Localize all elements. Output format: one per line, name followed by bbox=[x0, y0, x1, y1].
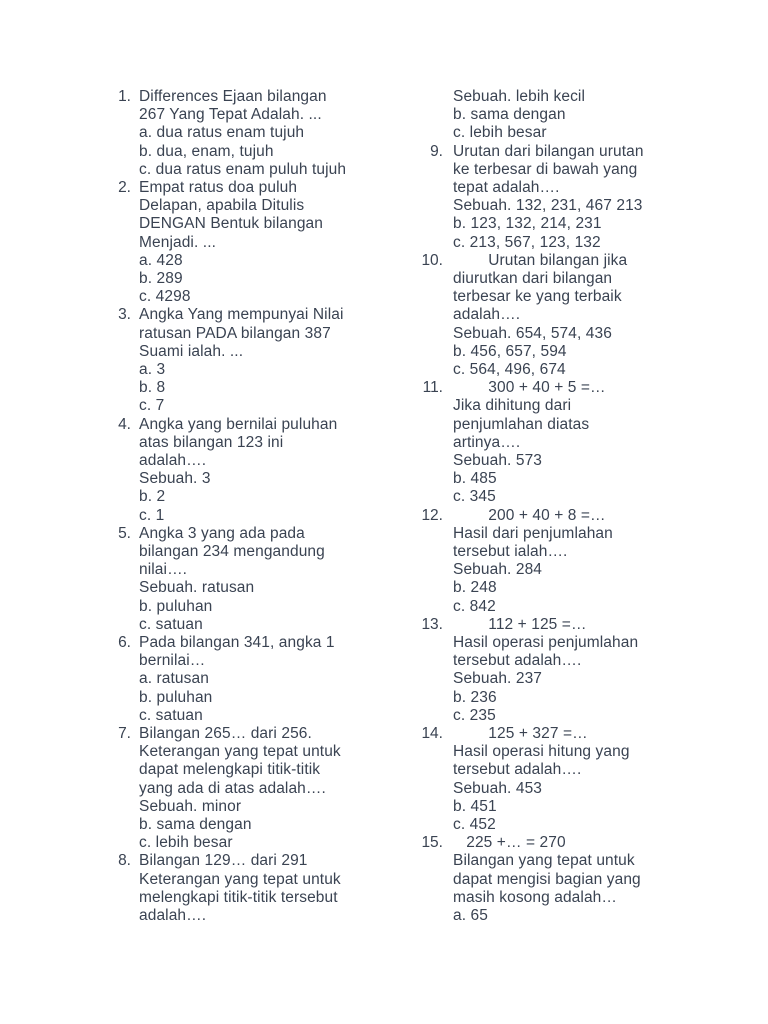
question-line: 267 Yang Tepat Adalah. ... bbox=[139, 106, 322, 124]
question-line: c. 7 bbox=[139, 397, 165, 415]
question-line: b. sama dengan bbox=[139, 816, 252, 833]
question-number: 5. bbox=[118, 524, 131, 542]
question-line: b. 248 bbox=[453, 579, 497, 597]
question-line: adalah…. bbox=[139, 452, 207, 469]
question-number: 8. bbox=[118, 852, 131, 870]
question-number: 3. bbox=[118, 306, 131, 324]
question-text: Urutan dari bilangan urutan bbox=[453, 142, 644, 160]
question-line: tersebut adalah…. bbox=[453, 652, 582, 670]
question-line: penjumlahan diatas bbox=[453, 415, 590, 433]
question-number: 4. bbox=[118, 415, 131, 433]
question-line: b. 123, 132, 214, 231 bbox=[453, 215, 602, 233]
question-line: adalah…. bbox=[453, 306, 521, 324]
question-text: 225 +… = 270 bbox=[453, 834, 566, 852]
question-line: b. 289 bbox=[139, 270, 183, 287]
question-line: a. 65 bbox=[453, 907, 488, 924]
question-line: nilai…. bbox=[139, 561, 188, 579]
question-line: b. sama dengan bbox=[453, 106, 566, 124]
question-line: artinya…. bbox=[453, 433, 521, 451]
question-line: b. 451 bbox=[453, 797, 497, 815]
question-line: c. 1 bbox=[139, 506, 165, 524]
question-line: Sebuah. 132, 231, 467 213 bbox=[453, 197, 643, 215]
question-line: c. 452 bbox=[453, 816, 496, 833]
question-line: Sebuah. ratusan bbox=[139, 579, 255, 597]
question-line: Sebuah. 237 bbox=[453, 670, 543, 688]
question-line: c. dua ratus enam puluh tujuh bbox=[139, 160, 347, 178]
question-line: dapat mengisi bagian yang bbox=[453, 870, 641, 888]
question-line: b. 236 bbox=[453, 688, 497, 706]
question-line: DENGAN Bentuk bilangan bbox=[139, 215, 323, 233]
question-line: c. lebih besar bbox=[453, 124, 547, 142]
question-line: c. 213, 567, 123, 132 bbox=[453, 233, 601, 251]
question-text: Empat ratus doa puluh bbox=[139, 179, 298, 196]
question-line: adalah…. bbox=[139, 907, 207, 924]
question-text: Differences Ejaan bilangan bbox=[139, 88, 327, 105]
question-text: 300 + 40 + 5 =… bbox=[453, 379, 606, 397]
question-text: Angka Yang mempunyai Nilai bbox=[139, 306, 344, 324]
question-number: 14. bbox=[421, 725, 443, 742]
question-line: c. satuan bbox=[139, 615, 203, 633]
question-line: diurutkan dari bilangan bbox=[453, 270, 613, 287]
question-line: c. 235 bbox=[453, 706, 496, 724]
question-line: a. 3 bbox=[139, 361, 166, 378]
question-text: Sebuah. lebih kecil bbox=[453, 88, 586, 105]
question-line: tersebut ialah…. bbox=[453, 543, 568, 560]
question-line: Sebuah. minor bbox=[139, 797, 242, 815]
question-line: Jika dihitung dari bbox=[453, 397, 572, 415]
question-line: tepat adalah…. bbox=[453, 179, 560, 196]
question-line: b. puluhan bbox=[139, 688, 213, 706]
question-line: tersebut adalah…. bbox=[453, 761, 582, 779]
question-number: 9. bbox=[430, 142, 443, 160]
question-line: Hasil dari penjumlahan bbox=[453, 524, 613, 542]
question-line: Delapan, apabila Ditulis bbox=[139, 197, 305, 215]
question-text: Bilangan 129… dari 291 bbox=[139, 852, 308, 870]
question-line: Bilangan yang tepat untuk bbox=[453, 852, 635, 870]
question-line: melengkapi titik-titik tersebut bbox=[139, 888, 338, 906]
question-line: b. 8 bbox=[139, 379, 166, 397]
question-line: bilangan 234 mengandung bbox=[139, 543, 325, 560]
question-line: Suami ialah. ... bbox=[139, 342, 244, 360]
question-number: 13. bbox=[421, 615, 443, 633]
question-line: b. puluhan bbox=[139, 597, 213, 615]
question-number: 7. bbox=[118, 725, 131, 742]
question-line: c. 4298 bbox=[139, 288, 191, 306]
question-line: a. dua ratus enam tujuh bbox=[139, 124, 305, 142]
question-line: ke terbesar di bawah yang bbox=[453, 160, 638, 178]
question-line: c. 564, 496, 674 bbox=[453, 361, 566, 378]
question-line: Sebuah. 284 bbox=[453, 561, 543, 579]
question-line: Hasil operasi penjumlahan bbox=[453, 634, 639, 651]
question-line: a. ratusan bbox=[139, 670, 209, 688]
question-line: dapat melengkapi titik-titik bbox=[139, 761, 321, 779]
question-line: Keterangan yang tepat untuk bbox=[139, 743, 341, 761]
question-number: 10. bbox=[421, 251, 443, 269]
question-number: 1. bbox=[118, 88, 131, 105]
question-line: c. 345 bbox=[453, 488, 496, 506]
question-line: masih kosong adalah… bbox=[453, 888, 617, 906]
question-line: b. dua, enam, tujuh bbox=[139, 142, 274, 160]
question-line: b. 456, 657, 594 bbox=[453, 342, 567, 360]
question-line: b. 485 bbox=[453, 470, 497, 488]
question-text: 200 + 40 + 8 =… bbox=[453, 506, 606, 524]
question-line: Hasil operasi hitung yang bbox=[453, 743, 630, 761]
question-line: yang ada di atas adalah…. bbox=[139, 779, 326, 797]
question-text: Bilangan 265… dari 256. bbox=[139, 725, 312, 742]
question-line: bernilai… bbox=[139, 652, 206, 670]
question-line: c. 842 bbox=[453, 597, 496, 615]
question-line: atas bilangan 123 ini bbox=[139, 433, 284, 451]
question-line: Sebuah. 3 bbox=[139, 470, 211, 488]
question-number: 6. bbox=[118, 634, 131, 651]
question-line: b. 2 bbox=[139, 488, 166, 506]
question-number: 15. bbox=[421, 834, 443, 852]
question-line: a. 428 bbox=[139, 251, 183, 269]
question-text: Urutan bilangan jika bbox=[453, 251, 628, 269]
question-text: 112 + 125 =… bbox=[453, 615, 587, 633]
question-number: 11. bbox=[422, 379, 443, 397]
question-number: 12. bbox=[421, 506, 443, 524]
question-text: Pada bilangan 341, angka 1 bbox=[139, 634, 335, 651]
question-line: Menjadi. ... bbox=[139, 233, 217, 251]
question-line: Sebuah. 573 bbox=[453, 452, 543, 469]
question-text: Angka yang bernilai puluhan bbox=[139, 415, 338, 433]
question-text: 125 + 327 =… bbox=[453, 725, 588, 742]
question-line: c. satuan bbox=[139, 706, 203, 724]
question-line: Sebuah. 453 bbox=[453, 779, 543, 797]
question-text: Angka 3 yang ada pada bbox=[139, 524, 305, 542]
question-line: Sebuah. 654, 574, 436 bbox=[453, 324, 612, 342]
question-line: Keterangan yang tepat untuk bbox=[139, 870, 341, 888]
question-number: 2. bbox=[118, 179, 131, 196]
question-line: terbesar ke yang terbaik bbox=[453, 288, 622, 306]
question-line: ratusan PADA bilangan 387 bbox=[139, 324, 331, 342]
question-line: c. lebih besar bbox=[139, 834, 233, 852]
